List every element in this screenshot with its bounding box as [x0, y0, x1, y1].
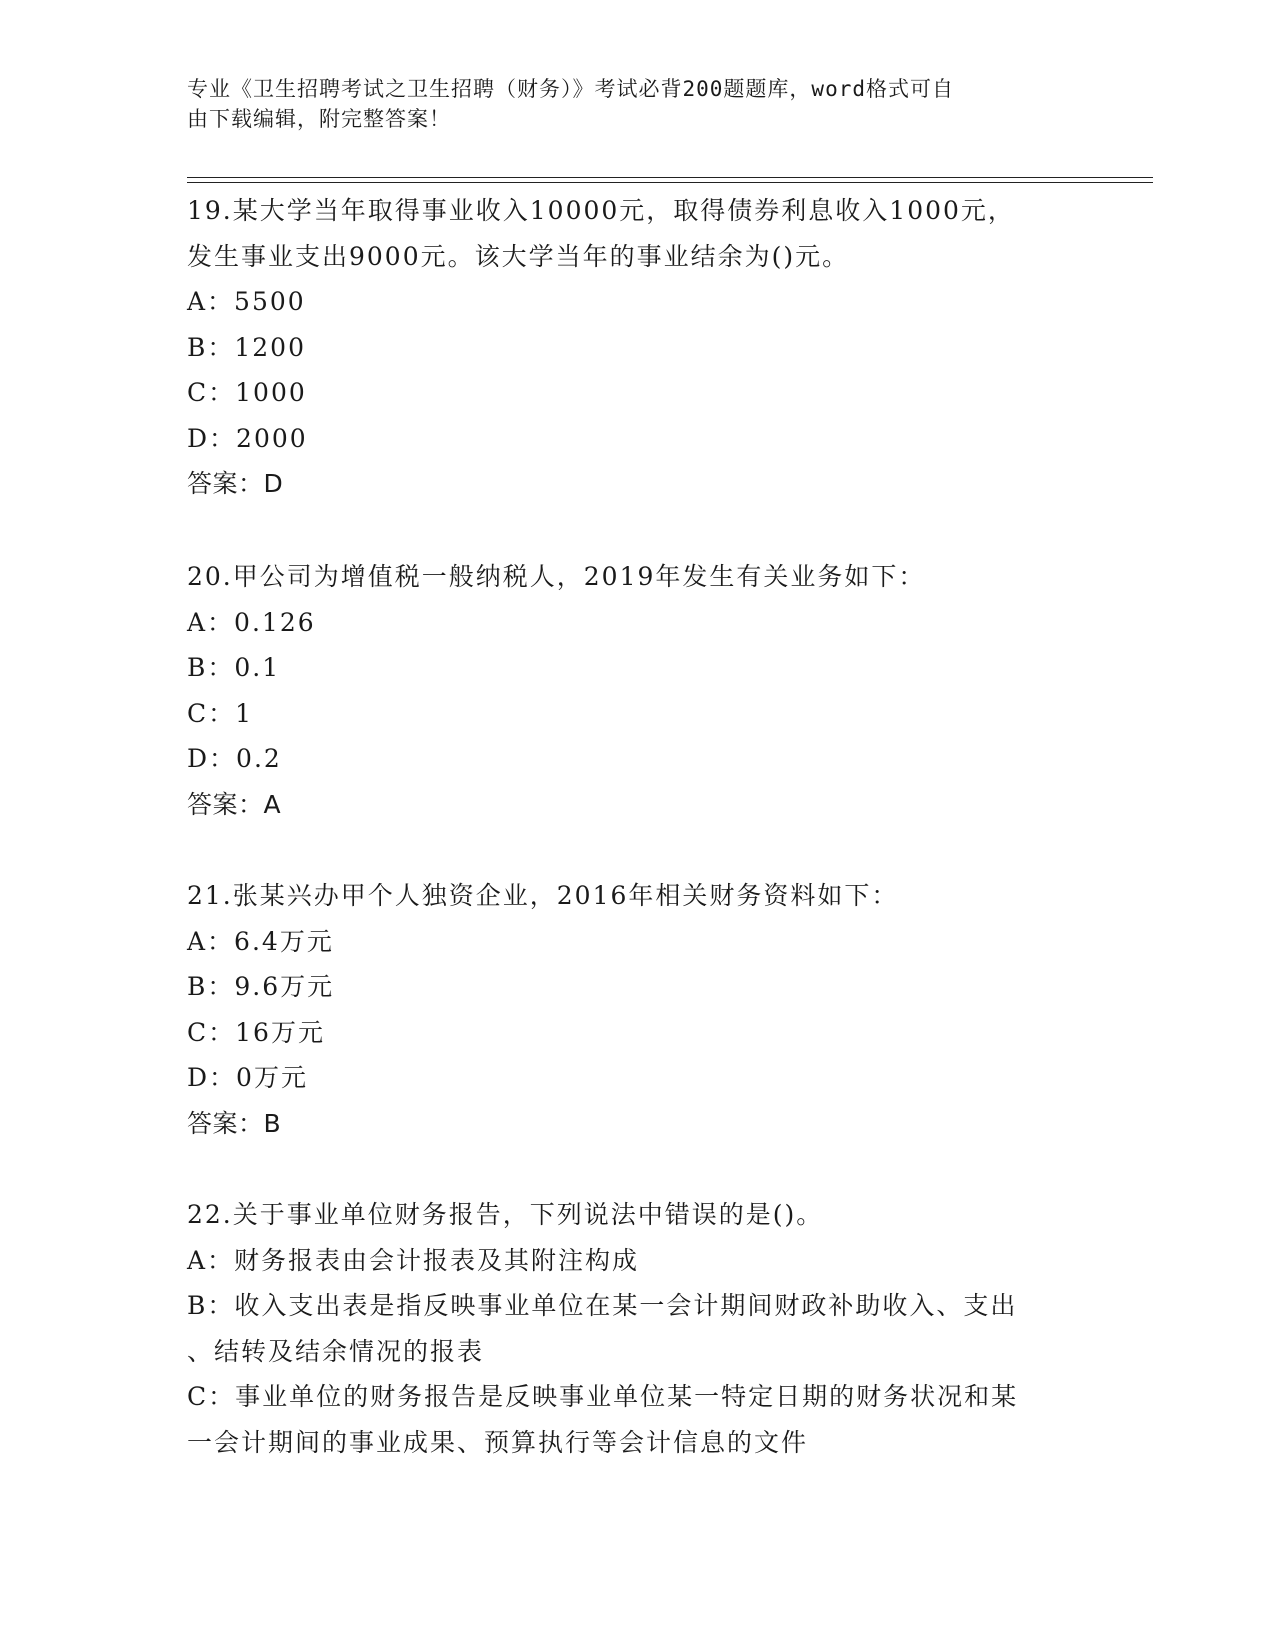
stem-line: 22.关于事业单位财务报告，下列说法中错误的是()。: [187, 1200, 824, 1229]
option-c-line-2: 一会计期间的事业成果、预算执行等会计信息的文件: [187, 1427, 809, 1457]
question-19: [187, 188, 1087, 507]
header-line-2: 由下载编辑，附完整答案！: [187, 107, 451, 131]
option-c: C：16万元: [187, 1017, 325, 1047]
stem-line: 19.某大学当年取得事业收入10000元，取得债券利息收入1000元，: [187, 196, 1015, 225]
option-b-line-1: B：收入支出表是指反映事业单位在某一会计期间财政补助收入、支出: [187, 1291, 1018, 1320]
option-c: C：1000: [187, 378, 307, 407]
option-a: A：6.4万元: [187, 926, 334, 956]
stem-line: 发生事业支出9000元。该大学当年的事业结余为()元。: [187, 241, 850, 271]
question-21: [187, 873, 1087, 1146]
answer: 答案：D: [187, 469, 284, 498]
option-d: D：2000: [187, 423, 308, 453]
question-stem: [187, 188, 1087, 279]
option-c-line-1: C：事业单位的财务报告是反映事业单位某一特定日期的财务状况和某: [187, 1382, 1019, 1411]
option-c: C：1: [187, 698, 254, 728]
question-stem: [187, 873, 1087, 919]
answer: 答案：B: [187, 1108, 282, 1138]
question-stem: [187, 1192, 1087, 1238]
header-line-1: 专业《卫生招聘考试之卫生招聘（财务）》考试必背200题题库，word格式可自: [187, 77, 954, 101]
question-20: [187, 554, 1087, 827]
option-d: D：0万元: [187, 1063, 308, 1092]
answer: 答案：A: [187, 789, 282, 819]
document-header: [187, 74, 1067, 134]
option-a: A：5500: [187, 287, 306, 316]
option-a: A：0.126: [187, 607, 316, 637]
stem-line: 20.甲公司为增值税一般纳税人，2019年发生有关业务如下：: [187, 562, 926, 591]
option-b-line-2: 、结转及结余情况的报表: [187, 1336, 485, 1366]
stem-line: 21.张某兴办甲个人独资企业，2016年相关财务资料如下：: [187, 881, 899, 910]
option-b: B：9.6万元: [187, 972, 335, 1001]
option-a: A：财务报表由会计报表及其附注构成: [187, 1245, 640, 1275]
option-d: D：0.2: [187, 744, 282, 773]
header-divider-bottom: [187, 182, 1153, 183]
question-stem: [187, 554, 1087, 600]
header-divider-top: [187, 177, 1153, 178]
question-22: [187, 1192, 1087, 1465]
option-b: B：1200: [187, 332, 306, 362]
option-b: B：0.1: [187, 653, 281, 682]
